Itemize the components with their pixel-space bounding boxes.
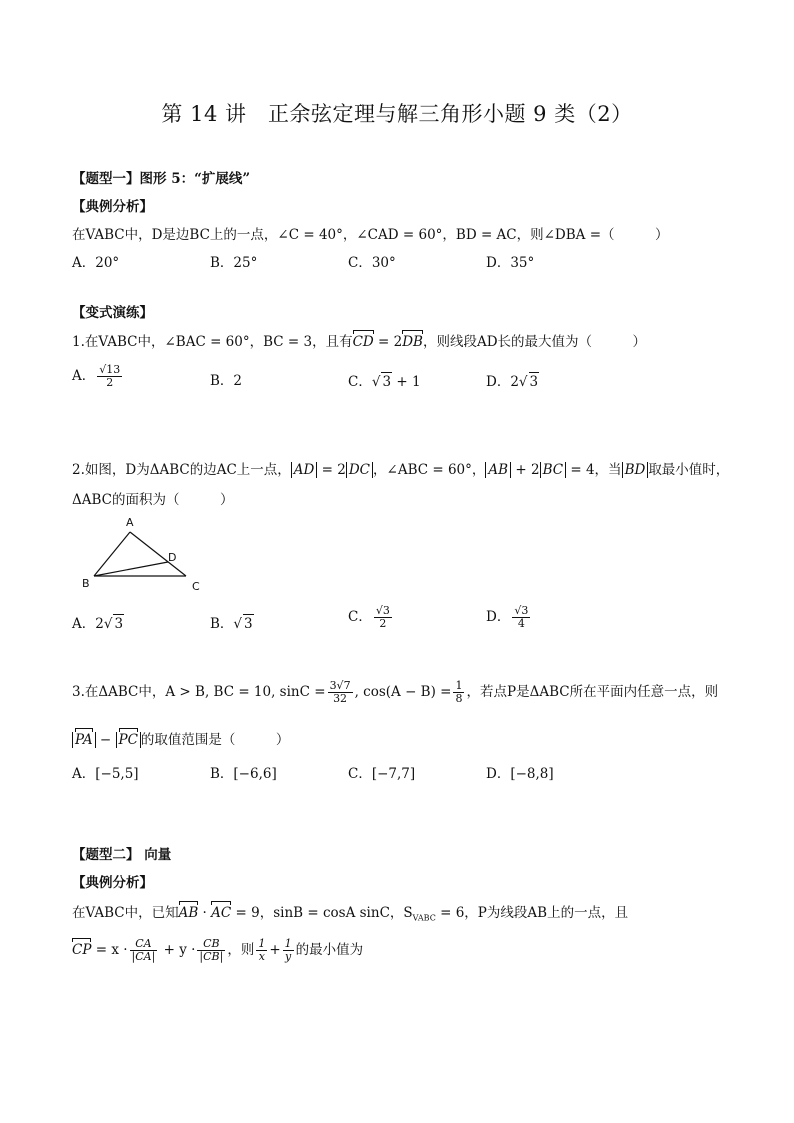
section2-heading: 【题型二】 向量	[72, 847, 172, 863]
q2-option-c-label: C．	[348, 609, 372, 625]
abs-vector-pc	[116, 732, 141, 748]
q3-option-c: C．[−7,7]	[348, 766, 416, 782]
s2-plus: + y ·	[159, 942, 196, 958]
q1-option-c: C．√ 3 + 1	[348, 374, 421, 390]
s2-text-c: = 6，P为线段AB上的一点，且	[435, 905, 629, 921]
q2-option-c	[348, 605, 394, 630]
page-title: 第 14 讲 正余弦定理与解三角形小题 9 类（2）	[161, 102, 633, 126]
vector-db: DB	[402, 334, 423, 350]
q2-option-a-label: A．2	[72, 616, 104, 632]
q2-text-e: ，∠ABC = 60°，	[373, 462, 486, 478]
abs-vector-pa	[72, 732, 96, 748]
q1-option-a	[72, 364, 124, 389]
q2-text-c: = 2	[317, 462, 346, 478]
vector-pa: PA	[75, 732, 93, 748]
q2-text-k: 取最小值时，	[648, 462, 730, 478]
q2-text-line1	[72, 461, 729, 479]
area-subscript: VABC	[412, 913, 436, 923]
abs-bc: BC	[540, 462, 567, 478]
fraction-denominator: |CA|	[131, 950, 156, 963]
section2-line1	[72, 904, 628, 928]
fraction-1-over-x	[256, 938, 267, 963]
sqrt-radicand: 3	[529, 374, 539, 390]
cos-fraction	[453, 680, 464, 705]
unit-vector-ca	[130, 938, 158, 963]
vector-ab: AB	[178, 905, 199, 921]
dot-operator: ·	[198, 905, 212, 921]
q2-text-line2: ΔABC的面积为（ ）	[72, 492, 234, 508]
q2-option-c-fraction	[374, 605, 392, 630]
fraction-numerator: √3	[514, 604, 529, 617]
q2-option-b-label: B．	[210, 616, 234, 632]
q3-option-d: D．[−8,8]	[486, 766, 554, 782]
segment-bd	[94, 562, 168, 576]
section2-line2	[72, 938, 363, 963]
q1-option-a-label: A．	[72, 368, 96, 384]
fraction-1-over-y	[283, 938, 294, 963]
q3-text-end: 的取值范围是（ ）	[140, 732, 290, 748]
fraction-denominator: 4	[517, 617, 525, 630]
fraction-numerator: 1	[258, 937, 266, 950]
vector-pc: PC	[118, 732, 138, 748]
q2-text-a: 2.如图，D为ΔABC的边AC上一点，	[72, 462, 291, 478]
vertex-label-a: A	[126, 516, 134, 529]
q3-text-b: , cos(A − B) =	[354, 684, 452, 700]
vertex-label-b: B	[82, 577, 90, 590]
sin-fraction	[328, 680, 353, 705]
q1-option-b: B．2	[210, 373, 243, 389]
section1-heading: 【题型一】图形 5：“扩展线”	[72, 171, 251, 187]
section1-example-label: 【典例分析】	[72, 199, 153, 215]
abs-dc: DC	[346, 462, 373, 478]
minus-sign: −	[95, 732, 116, 748]
section1-example-text: 在VABC中，D是边BC上的一点，∠C = 40°，∠CAD = 60°，BD = AC，则∠DBA =（ ）	[72, 227, 669, 243]
fraction-numerator: 1	[455, 679, 463, 692]
q1-eq: = 2	[373, 334, 403, 350]
q1-option-d: D．2√ 3	[486, 374, 539, 390]
q3-option-b: B．[−6,6]	[210, 766, 277, 782]
q3-text-line2	[72, 731, 289, 749]
sqrt-radicand: 3	[114, 616, 124, 632]
q2-option-d-fraction	[512, 605, 530, 630]
fraction-denominator: x	[258, 950, 265, 963]
s2-plus2: +	[269, 942, 281, 958]
triangle-figure	[78, 512, 208, 596]
example-option-d: D．35°	[486, 255, 535, 271]
fraction-numerator: 3√7	[329, 679, 351, 692]
q2-option-a: A．2√ 3	[72, 616, 124, 632]
segment-ab	[94, 532, 130, 576]
fraction-numerator: CB	[197, 938, 225, 951]
example-option-b: B．25°	[210, 255, 258, 271]
vertex-label-c: C	[192, 580, 200, 593]
fraction-denominator: 2	[379, 617, 387, 630]
q2-option-b: B．√ 3	[210, 616, 253, 632]
fraction-numerator: √3	[375, 604, 390, 617]
fraction-denominator: 32	[333, 692, 348, 705]
q2-option-d	[486, 605, 532, 630]
q1-option-c-label: C．	[348, 374, 372, 390]
fraction-numerator: 1	[284, 937, 292, 950]
sqrt-radicand: 3	[244, 616, 253, 632]
s2-text-b: = 9，sinB = cosA sinC，S	[231, 905, 413, 921]
fraction-denominator: |CB|	[199, 950, 224, 963]
q1-text-end: ，则线段AD长的最大值为（ ）	[422, 334, 647, 350]
section1-practice-label: 【变式演练】	[72, 305, 153, 321]
abs-bd: BD	[622, 462, 649, 478]
q1-option-d-label: D．2	[486, 374, 519, 390]
fraction-numerator: CA	[130, 938, 158, 951]
fraction-numerator: √13	[99, 363, 121, 376]
q3-text-a: 3.在ΔABC中，A > B, BC = 10, sinC =	[72, 684, 326, 700]
q3-text-c: ，若点P是ΔABC所在平面内任意一点，则	[466, 684, 719, 700]
q1-option-a-fraction	[97, 364, 122, 389]
sqrt-radicand: 3	[382, 374, 392, 390]
q1-option-c-tail: + 1	[392, 374, 421, 390]
s2-eq: = x ·	[91, 942, 128, 958]
fraction-denominator: 2	[106, 376, 114, 389]
vector-ac: AC	[211, 905, 232, 921]
example-option-c: C．30°	[348, 255, 396, 271]
q1-text-start: 1.在VABC中，∠BAC = 60°，BC = 3，且有	[72, 334, 353, 350]
abs-ad: AD	[291, 462, 318, 478]
q2-text-i: = 4，当	[566, 462, 622, 478]
q1-text	[72, 333, 646, 351]
s2-text-a: 在VABC中，已知	[72, 905, 179, 921]
section2-example-label: 【典例分析】	[72, 875, 153, 891]
q2-option-d-label: D．	[486, 609, 511, 625]
s2-text-then: ，则	[227, 942, 255, 958]
vertex-label-d: D	[168, 551, 177, 564]
q3-text-line1	[72, 680, 718, 705]
fraction-denominator: 8	[455, 692, 463, 705]
s2-text-end: 的最小值为	[295, 942, 364, 958]
q2-text-g: + 2	[511, 462, 540, 478]
fraction-denominator: y	[285, 950, 292, 963]
example-option-a: A．20°	[72, 255, 120, 271]
q3-option-a: A．[−5,5]	[72, 766, 139, 782]
segment-ac	[130, 532, 186, 576]
vector-cp: CP	[72, 942, 92, 958]
vector-cd: CD	[352, 334, 374, 350]
unit-vector-cb	[197, 938, 225, 963]
abs-ab: AB	[485, 462, 511, 478]
